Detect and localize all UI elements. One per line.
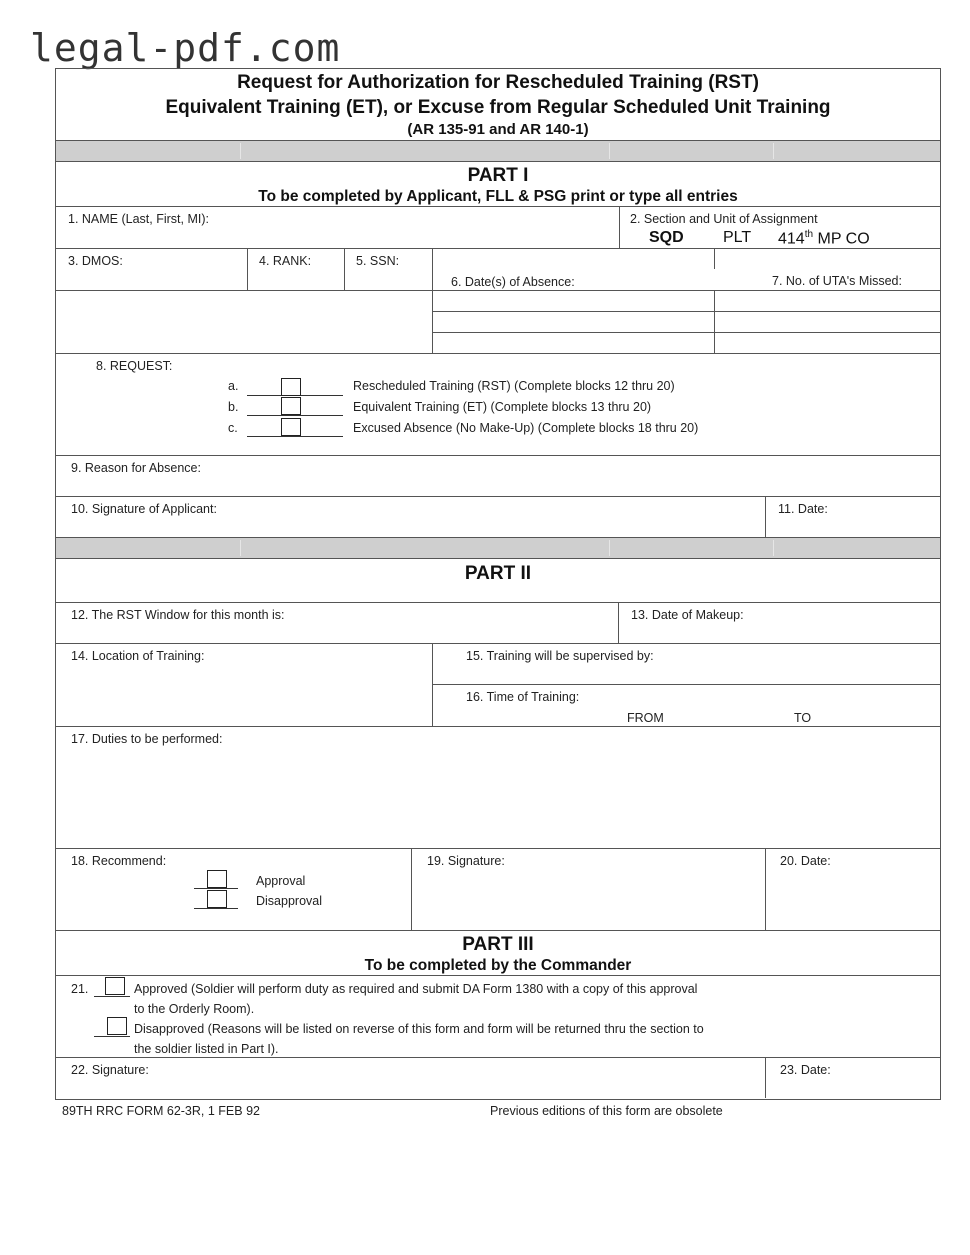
commander-disapproved-checkbox[interactable] (107, 1017, 127, 1035)
disapproved-text-line2: the soldier listed in Part I). (134, 1042, 279, 1056)
commander-signature-label: 22. Signature: (71, 1063, 149, 1077)
rank-label: 4. RANK: (259, 254, 312, 268)
gray-separator-band (56, 140, 940, 162)
makeup-date-label: 13. Date of Makeup: (631, 608, 744, 622)
form-id-footer: 89TH RRC FORM 62-3R, 1 FEB 92 (62, 1104, 260, 1118)
section-unit-label: 2. Section and Unit of Assignment (630, 212, 818, 226)
request-option-b-text: Equivalent Training (ET) (Complete blocks 13 thru 20) (353, 400, 652, 414)
recommender-signature-label: 19. Signature: (427, 854, 505, 868)
approved-text-line2: to the Orderly Room). (134, 1002, 255, 1016)
approved-text-line1: Approved (Soldier will perform duty as required and submit DA Form 1380 with a copy of this approval (134, 982, 698, 996)
ssn-label: 5. SSN: (356, 254, 400, 268)
recommend-approval-checkbox[interactable] (207, 870, 227, 888)
part2-heading: PART II (464, 563, 532, 584)
recommender-date-label: 20. Date: (780, 854, 831, 868)
recommend-disapproval-checkbox[interactable] (207, 890, 227, 908)
request-et-checkbox[interactable] (281, 397, 301, 415)
applicant-date-label: 11. Date: (778, 502, 828, 516)
disapproval-label: Disapproval (256, 894, 323, 908)
plt-text: PLT (723, 229, 752, 246)
form-title-line1: Request for Authorization for Rescheduled Training (RST) (237, 72, 759, 93)
gray-separator-band (56, 537, 940, 559)
item21-number: 21. (71, 982, 89, 996)
request-rst-checkbox[interactable] (281, 378, 301, 396)
applicant-signature-label: 10. Signature of Applicant: (71, 502, 217, 516)
commander-approved-checkbox[interactable] (105, 977, 125, 995)
duties-label: 17. Duties to be performed: (71, 732, 223, 746)
watermark-text: legal-pdf.com (30, 26, 341, 70)
commander-date-label: 23. Date: (780, 1063, 831, 1077)
request-option-c-letter: c. (228, 421, 238, 435)
part1-heading: PART I (467, 165, 529, 186)
request-excused-checkbox[interactable] (281, 418, 301, 436)
reason-absence-label: 9. Reason for Absence: (71, 461, 201, 475)
time-from-label: FROM (627, 711, 664, 725)
time-to-label: TO (794, 711, 812, 725)
part3-subheading: To be completed by the Commander (364, 957, 632, 974)
supervised-by-label: 15. Training will be supervised by: (466, 649, 654, 663)
dmos-label: 3. DMOS: (68, 254, 123, 268)
request-option-c-text: Excused Absence (No Make-Up) (Complete blocks 18 thru 20) (353, 421, 699, 435)
request-label: 8. REQUEST: (96, 359, 173, 373)
approval-label: Approval (256, 874, 306, 888)
training-location-label: 14. Location of Training: (71, 649, 205, 663)
dates-absence-label: 6. Date(s) of Absence: (451, 275, 575, 289)
recommend-label: 18. Recommend: (71, 854, 167, 868)
disapproved-text-line1: Disapproved (Reasons will be listed on reverse of this form and form will be returned thru the section to (134, 1022, 704, 1036)
name-label: 1. NAME (Last, First, MI): (68, 212, 209, 226)
utas-missed-label: 7. No. of UTA's Missed: (772, 274, 902, 288)
part3-heading: PART III (462, 934, 534, 955)
rst-window-label: 12. The RST Window for this month is: (71, 608, 285, 622)
training-time-label: 16. Time of Training: (466, 690, 580, 704)
sqd-text: SQD (649, 229, 684, 246)
request-option-b-letter: b. (228, 400, 239, 414)
unit-text: 414th MP CO (778, 229, 870, 248)
form-title-line3: (AR 135-91 and AR 140-1) (407, 121, 589, 138)
request-option-a-letter: a. (228, 379, 239, 393)
form-title-line2: Equivalent Training (ET), or Excuse from Regular Scheduled Unit Training (165, 97, 831, 118)
part1-subheading: To be completed by Applicant, FLL & PSG print or type all entries (258, 188, 738, 205)
request-option-a-text: Rescheduled Training (RST) (Complete blocks 12 thru 20) (353, 379, 675, 393)
obsolete-note-footer: Previous editions of this form are obsolete (490, 1104, 723, 1118)
